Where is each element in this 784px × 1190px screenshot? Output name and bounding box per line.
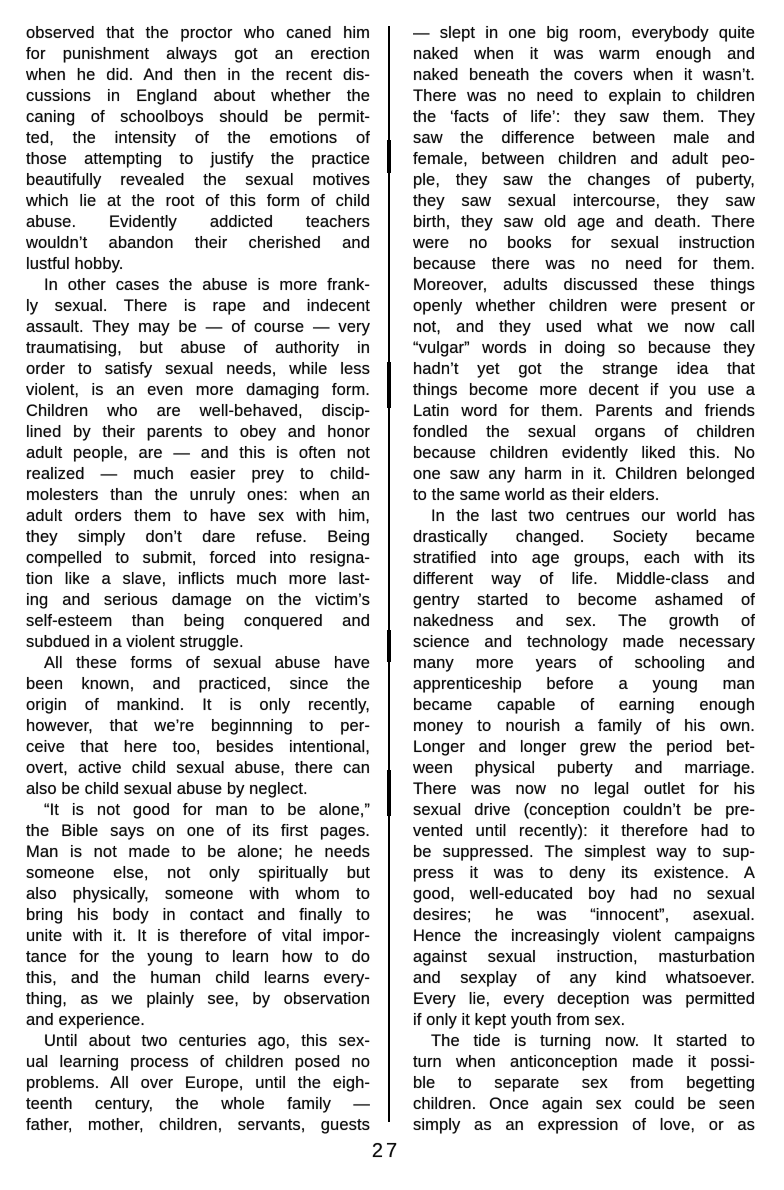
text-line: nakedness and sex. The growth of (413, 612, 755, 630)
text-line: ted, the intensity of the emotions of (26, 129, 370, 147)
text-line: against sexual instruction, masturbation (413, 948, 755, 966)
text-line: ple, they saw the changes of puberty, (413, 171, 755, 189)
text-line: drastically changed. Society became (413, 528, 755, 546)
text-line: There was no need to explain to children (413, 87, 755, 105)
text-line: “vulgar” words in doing so because they (413, 339, 755, 357)
text-line: they simply don’t dare refuse. Being (26, 528, 370, 546)
text-line: this, and the human child learns every- (26, 969, 370, 987)
text-line: many more years of schooling and (413, 654, 755, 672)
text-line: for punishment always got an erection (26, 45, 370, 63)
text-line: beautifully revealed the sexual motives (26, 171, 370, 189)
paragraph (413, 23, 755, 506)
text-line: one saw any harm in it. Children belonged (413, 465, 755, 483)
text-line: birth, they saw old age and death. There (413, 213, 755, 231)
text-line: simply as an expression of love, or as (413, 1116, 755, 1134)
text-line: subdued in a violent struggle. (26, 633, 244, 651)
text-line: ceive that here too, besides intentional, (26, 738, 370, 756)
text-line: self-esteem than being conquered and (26, 612, 370, 630)
text-line: openly whether children were present or (413, 297, 755, 315)
text-line: and experience. (26, 1011, 145, 1029)
text-line: those attempting to justify the practice (26, 150, 370, 168)
text-line: were no books for sexual instruction (413, 234, 755, 252)
text-line: realized — much easier prey to child- (26, 465, 370, 483)
text-line: good, well-educated boy had no sexual (413, 885, 755, 903)
text-line: order to satisfy sexual needs, while less (26, 360, 370, 378)
text-line: children. Once again sex could be seen (413, 1095, 755, 1113)
text-line: Every lie, every deception was permitted (413, 990, 755, 1008)
text-line: apprenticeship before a young man (413, 675, 755, 693)
text-line: if only it kept youth from sex. (413, 1011, 626, 1029)
text-line: when he did. And then in the recent dis- (26, 66, 370, 84)
text-line: ing and serious damage on the victim’s (26, 591, 370, 609)
paragraph (413, 1031, 755, 1136)
text-line: tance for the young to learn how to do (26, 948, 370, 966)
text-line: observed that the proctor who caned him (26, 24, 370, 42)
text-line: lined by their parents to obey and honor (26, 423, 370, 441)
text-line: The tide is turning now. It started to (431, 1032, 755, 1050)
paragraph (26, 1031, 370, 1136)
text-line: compelled to submit, forced into resigna- (26, 549, 370, 567)
text-line: lustful hobby. (26, 255, 124, 273)
text-line: In other cases the abuse is more frank- (44, 276, 370, 294)
text-line: Longer and longer grew the period bet- (413, 738, 755, 756)
text-line: things become more decent if you use a (413, 381, 755, 399)
text-line: be suppressed. The simplest way to sup- (413, 843, 755, 861)
text-column-right (413, 23, 755, 1136)
text-line: science and technology made necessary (413, 633, 755, 651)
text-line: female, between children and adult peo- (413, 150, 755, 168)
text-line: ual learning process of children posed no (26, 1053, 370, 1071)
text-line: desires; he was “innocent”, asexual. (413, 906, 755, 924)
text-line: naked beneath the covers when it wasn’t. (413, 66, 755, 84)
text-line: ween physical puberty and marriage. (413, 759, 755, 777)
text-line: origin of mankind. It is only recently, (26, 696, 370, 714)
text-line: tion like a slave, inflicts much more last- (26, 570, 370, 588)
text-line: Moreover, adults discussed these things (413, 276, 755, 294)
paragraph (26, 275, 370, 653)
page-number: 27 (371, 1140, 401, 1162)
column-divider (388, 26, 390, 1122)
text-line: All these forms of sexual abuse have (44, 654, 370, 672)
text-line: adult orders them to have sex with him, (26, 507, 370, 525)
text-line: overt, active child sexual abuse, there can (26, 759, 370, 777)
paragraph (26, 800, 370, 1031)
text-line: stratified into age groups, each with its (413, 549, 755, 567)
text-column-left (26, 23, 370, 1136)
text-line: press it was to deny its existence. A (413, 864, 755, 882)
text-line: teenth century, the whole family — (26, 1095, 370, 1113)
text-line: ly sexual. There is rape and indecent (26, 297, 370, 315)
text-line: someone else, not only spiritually but (26, 864, 370, 882)
text-line: Until about two centuries ago, this sex- (44, 1032, 370, 1050)
text-line: Children who are well-behaved, discip- (26, 402, 370, 420)
text-line: been known, and practiced, since the (26, 675, 370, 693)
text-line: also physically, someone with whom to (26, 885, 370, 903)
text-line: different way of life. Middle-class and (413, 570, 755, 588)
text-line: caning of schoolboys should be permit- (26, 108, 370, 126)
text-line: they saw sexual intercourse, they saw (413, 192, 755, 210)
text-line: In the last two centrues our world has (431, 507, 755, 525)
text-line: turn when anticonception made it possi- (413, 1053, 755, 1071)
text-line: money to nourish a family of his own. (413, 717, 755, 735)
column-divider-artifact (387, 140, 391, 173)
paragraph (26, 23, 370, 275)
text-line: — slept in one big room, everybody quite (413, 24, 755, 42)
text-line: thing, as we plainly see, by observation (26, 990, 370, 1008)
paragraph (413, 506, 755, 1031)
text-line: wouldn’t abandon their cherished and (26, 234, 370, 252)
text-line: fondled the sexual organs of children (413, 423, 755, 441)
text-line: problems. All over Europe, until the eigh- (26, 1074, 370, 1092)
text-line: assault. They may be — of course — very (26, 318, 370, 336)
text-line: unite with it. It is therefore of vital impor- (26, 927, 370, 945)
text-line: to the same world as their elders. (413, 486, 660, 504)
text-line: father, mother, children, servants, guests (26, 1116, 370, 1134)
text-line: naked when it was warm enough and (413, 45, 755, 63)
text-line: the ‘facts of life’: they saw them. They (413, 108, 755, 126)
text-line: however, that we’re beginnning to per- (26, 717, 370, 735)
text-line: and sexplay of any kind whatsoever. (413, 969, 755, 987)
text-line: became capable of earning enough (413, 696, 755, 714)
text-line: adult people, are — and this is often not (26, 444, 370, 462)
text-line: vented until recently): it therefore had to (413, 822, 755, 840)
text-line: the Bible says on one of its first pages. (26, 822, 370, 840)
text-line: ble to separate sex from begetting (413, 1074, 755, 1092)
text-line: sexual drive (conception couldn’t be pre- (413, 801, 755, 819)
text-line: which lie at the root of this form of child (26, 192, 370, 210)
text-line: hadn’t yet got the strange idea that (413, 360, 755, 378)
text-line: cussions in England about whether the (26, 87, 370, 105)
text-line: gentry started to become ashamed of (413, 591, 755, 609)
text-line: molesters than the unruly ones: when an (26, 486, 370, 504)
text-line: saw the difference between male and (413, 129, 755, 147)
column-divider-artifact (387, 362, 391, 408)
paragraph (26, 653, 370, 800)
text-line: traumatising, but abuse of authority in (26, 339, 370, 357)
text-line: abuse. Evidently addicted teachers (26, 213, 370, 231)
text-line: because children evidently liked this. No (413, 444, 755, 462)
text-line: not, and they used what we now call (413, 318, 755, 336)
text-line: violent, is an even more damaging form. (26, 381, 370, 399)
text-line: There was now no legal outlet for his (413, 780, 755, 798)
text-line: Man is not made to be alone; he needs (26, 843, 370, 861)
text-line: also be child sexual abuse by neglect. (26, 780, 308, 798)
text-line: bring his body in contact and finally to (26, 906, 370, 924)
text-line: because there was no need for them. (413, 255, 755, 273)
text-line: Hence the increasingly violent campaigns (413, 927, 755, 945)
column-divider-artifact (387, 630, 391, 662)
column-divider-artifact (387, 770, 391, 816)
text-line: Latin word for them. Parents and friends (413, 402, 755, 420)
text-line: “It is not good for man to be alone,” (44, 801, 370, 819)
